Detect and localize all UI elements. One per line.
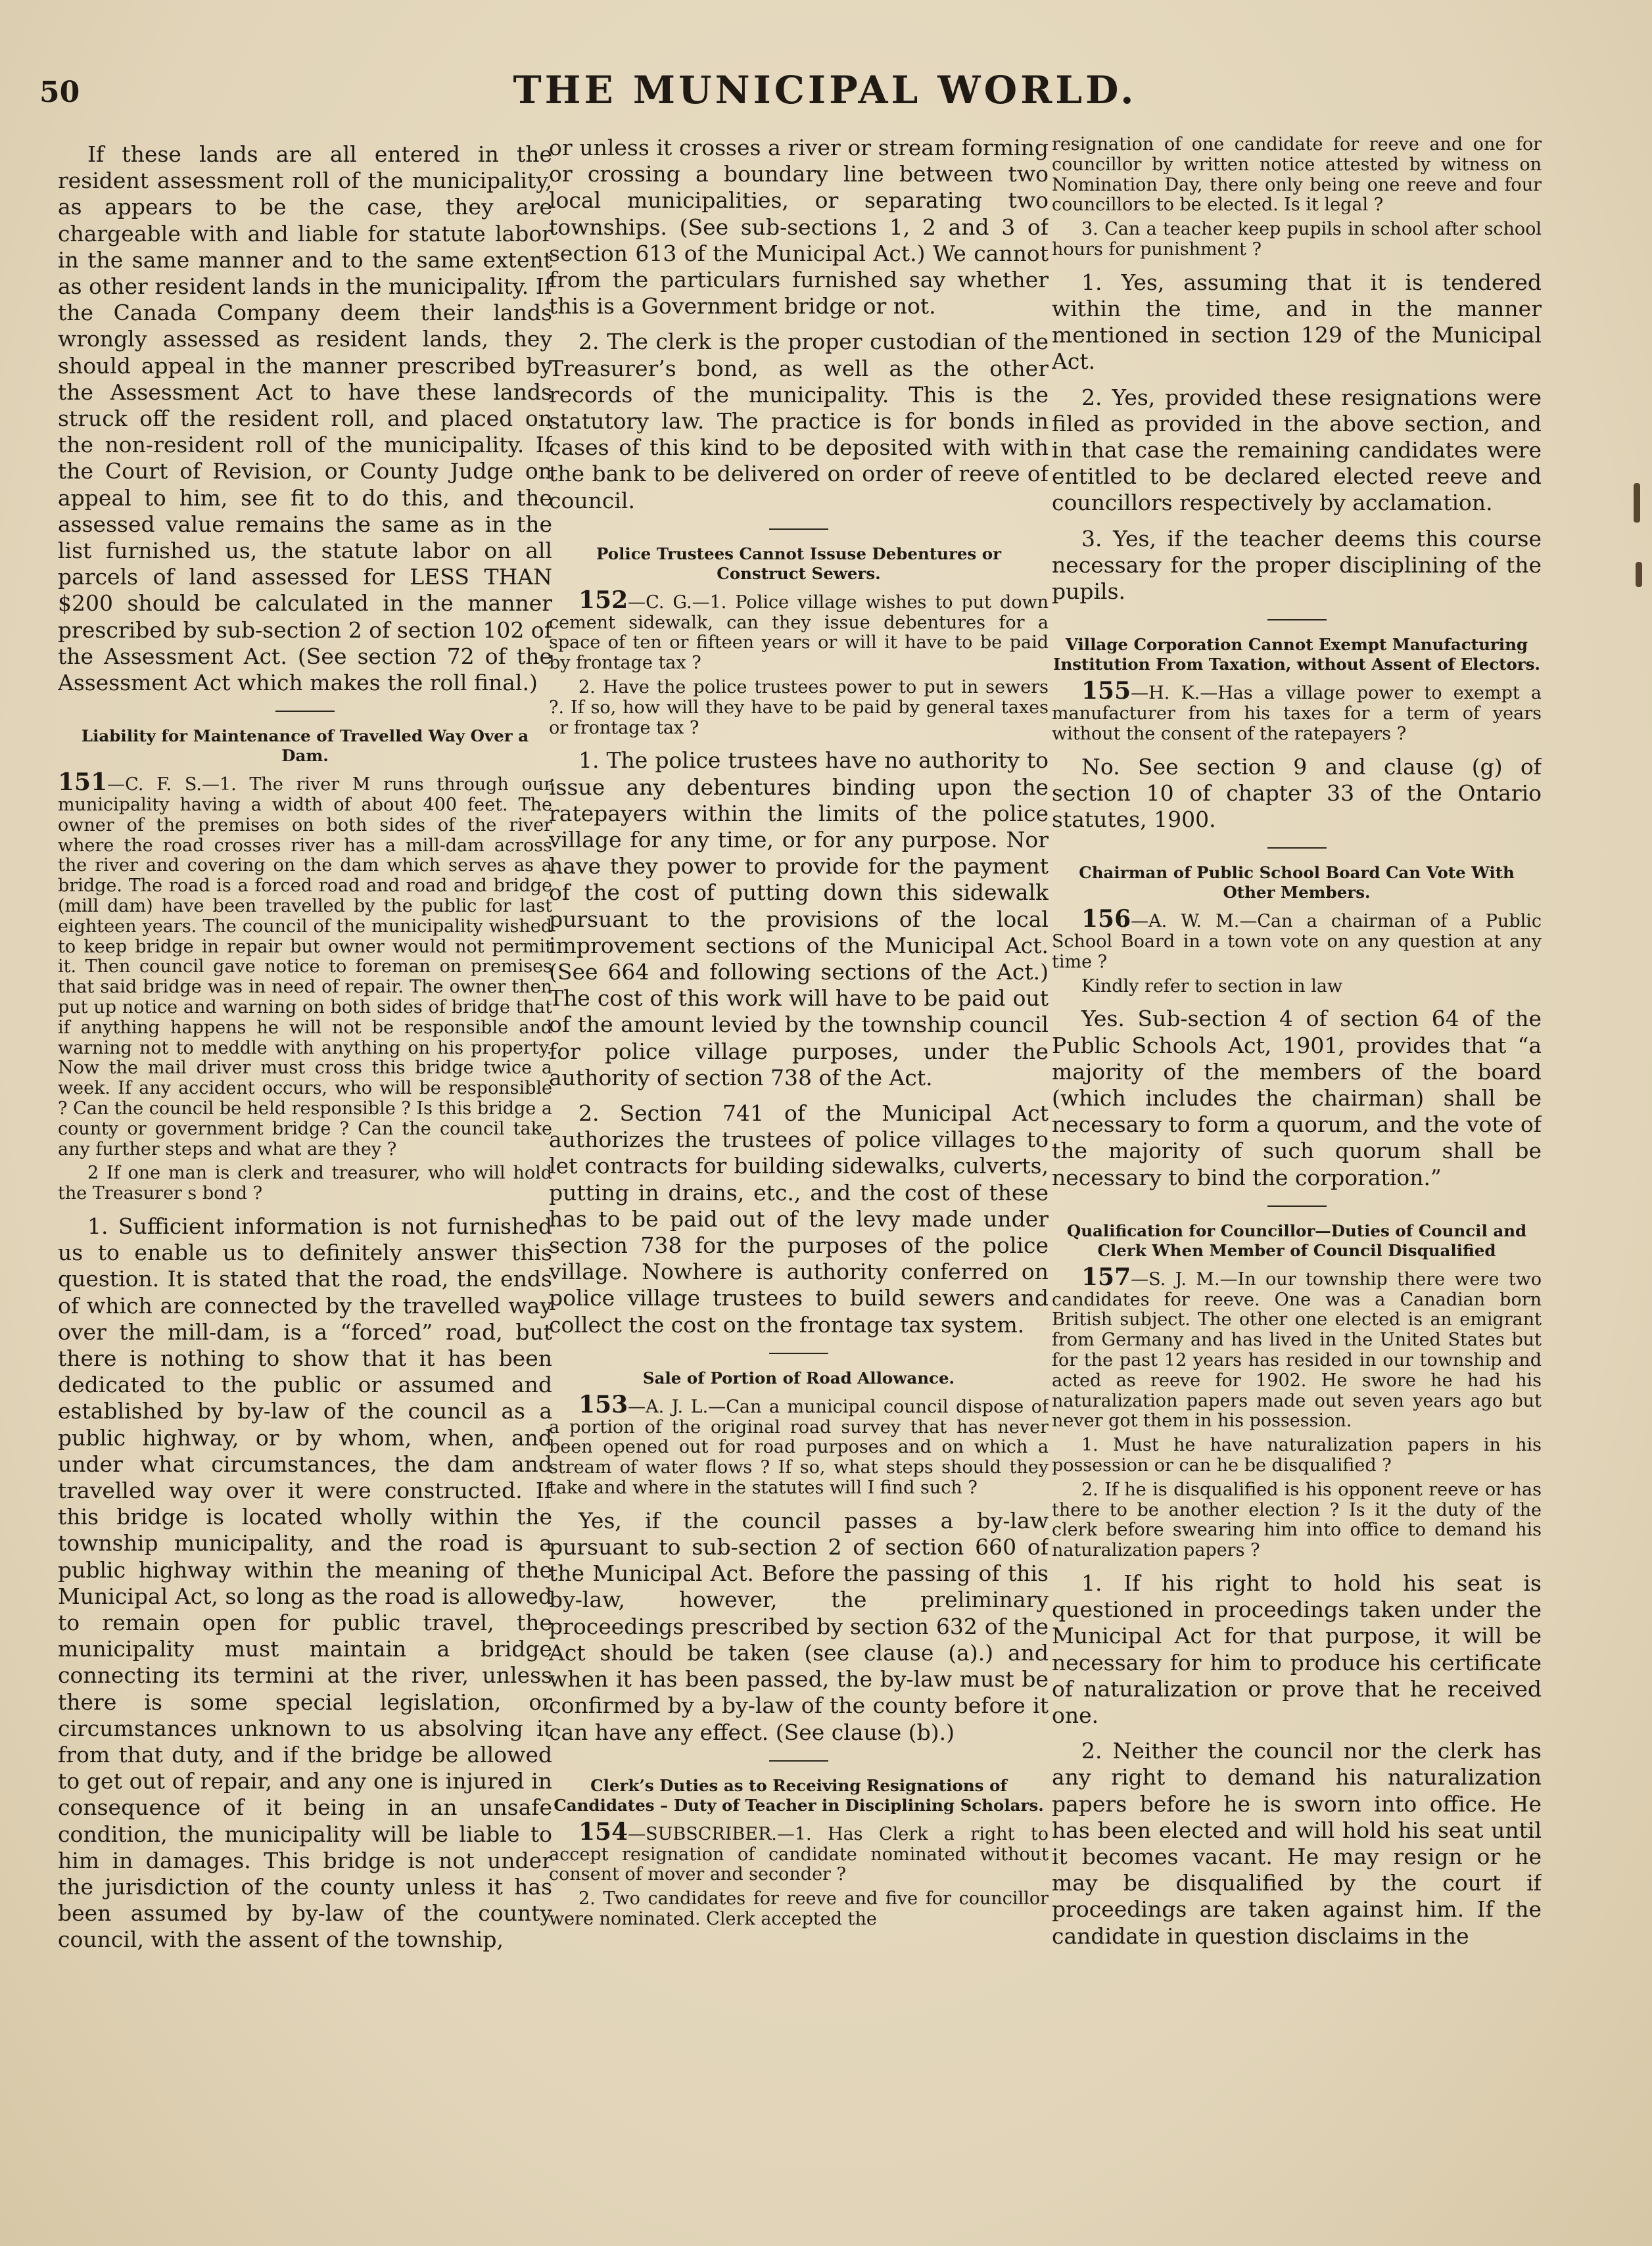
question-text: 1. Must he have naturalization papers in his possession or can he be disqualified ?	[1052, 1435, 1542, 1476]
question-heading: Village Corporation Cannot Exempt Manufacturing Institution From Taxation, without Assent of Electors.	[1052, 635, 1541, 674]
answer-text: 2. Neither the council nor the clerk has any right to demand his naturalization papers before he is sworn into office. He has been elected and will hold his seat until it becomes vacant. He may resign or he may be disqualified by the court if proceedings are taken against him. If the candidate in question disclaims in the	[1052, 1738, 1542, 1949]
margin-ink-mark	[1634, 483, 1640, 523]
question-text: 2. If he is disqualified is his opponent reeve or has there to be another election ? Is it the duty of the clerk before swearing him into office to demand his naturalization papers ?	[1052, 1479, 1542, 1561]
answer-text: No. See section 9 and clause (g) of section 10 of chapter 33 of the Ontario statutes, 1900.	[1052, 753, 1542, 833]
paragraph: or unless it crosses a river or stream forming or crossing a boundary line between two local municipalities, or separating two townships. (See sub-sections 1, 2 and 3 of section 613 of the Municipal Act.) We cannot from the particulars furnished say whether this is a Government bridge or not.	[549, 135, 1049, 319]
section-rule	[769, 528, 828, 530]
question-body: —A. W. M.—Can a chairman of a Public School Board in a town vote on any question at any time ?	[1052, 911, 1542, 972]
answer-text: 2. The clerk is the proper custodian of the Treasurer’s bond, as well as the other records of the municipality. This is the statutory law. The practice is for bonds in cases of this kind to be deposited with with the bank to be delivered on order of reeve of council.	[549, 329, 1049, 513]
question-text: 2. Have the police trustees power to put in sewers ?. If so, how will they have to be paid by general taxes or frontage tax ?	[549, 677, 1049, 738]
question-text	[1052, 677, 1542, 744]
question-body: —H. K.—Has a village power to exempt a manufacturer from his taxes for a term of years without the consent of the ratepayers ?	[1052, 683, 1542, 744]
question-heading: Sale of Portion of Road Allowance.	[642, 1368, 955, 1388]
question-number: 157	[1081, 1263, 1131, 1291]
question-text	[58, 768, 552, 1159]
answer-text: Yes, if the council passes a by-law pursuant to sub-section 2 of section 660 of the Municipal Act. Before the passing of this by-law, however, the preliminary proceedings prescribed by section 632 of the Act should be taken (see clause (a).) and when it has been passed, the by-law must be confirmed by a by-law of the county before it can have any effect. (See clause (b).)	[549, 1507, 1049, 1745]
page-header	[39, 62, 1611, 115]
question-text	[1052, 905, 1542, 972]
question-text	[549, 1390, 1049, 1499]
question-heading: Police Trustees Cannot Issuse Debentures or Construct Sewers.	[596, 544, 1002, 583]
question-number: 155	[1081, 677, 1131, 705]
question-body: —A. J. L.—Can a municipal council dispose of a portion of the original road survey that has never been opened out for road purposes and on which a stream of water flows ? If so, what steps should they take and where in the statutes will I find such ?	[549, 1396, 1049, 1499]
question-heading: Clerk’s Duties as to Receiving Resignations of Candidates – Duty of Teacher in Disciplining Scholars.	[554, 1775, 1044, 1815]
answer-text: 2. Yes, provided these resignations were filed as provided in the above section, and in that case the remaining candidates were entitled to be declared elected reeve and councillors respectively by acclamation.	[1052, 384, 1542, 516]
question-number: 151	[58, 768, 108, 797]
answer-text: Yes. Sub-section 4 of section 64 of the Public Schools Act, 1901, provides that “a majority of the members of the board (which includes the chairman) shall be necessary to form a quorum, and the vote of the majority of such quorum shall be necessary to bind the corporation.”	[1052, 1006, 1542, 1190]
section-rule	[1267, 1205, 1327, 1207]
column-3	[1052, 135, 1542, 2205]
answer-text: 1. Yes, assuming that it is tendered within the time, and in the manner mentioned in section 129 of the Municipal Act.	[1052, 269, 1542, 375]
answer-text: 1. The police trustees have no authority to issue any debentures binding upon the ratepayers within the limits of the police village for any time, or for any purpose. Nor have they power to provide for the payment of the cost of putting down this sidewalk pursuant to the provisions of the local improvement sections of the Municipal Act. (See 664 and following sections of the Act.) The cost of this work will have to be paid out of the amount levied by the township council for police village purposes, under the authority of section 738 of the Act.	[549, 747, 1049, 1090]
question-number: 154	[578, 1817, 628, 1846]
question-text	[549, 586, 1049, 674]
answer-text: 1. Sufficient information is not furnished us to enable us to definitely answer this question. It is stated that the road, the ends of which are connected by the travelled way over the mill-dam, is a “forced” road, but there is nothing to show that it has been dedicated to the public or assumed and established by by-law of the council as a public highway, or by whom, when, and under what circumstances, the dam and travelled way over it were constructed. If this bridge is located wholly within the township municipality, and the road is a public highway within the meaning of the Municipal Act, so long as the road is allowed to remain open for public travel, the municipality must maintain a bridge connecting its termini at the river, unless there is some special legislation, or circumstances unknown to us absolving it from that duty, and if the bridge be allowed to get out of repair, and any one is injured in consequence of it being in an unsafe condition, the municipality will be liable to him in damages. This bridge is not under the jurisdiction of the county unless it has been assumed by by-law of the county council, with the assent of the township,	[58, 1213, 552, 1953]
answer-text: 2. Section 741 of the Municipal Act authorizes the trustees of police villages to let contracts for building sidewalks, culverts, putting in drains, etc., and the cost of these has to be paid out of the levy made under section 738 for the purposes of the police village. Nowhere is authority conferred on police village trustees to build sewers and collect the cost on the frontage tax system.	[549, 1100, 1049, 1338]
section-rule	[1267, 619, 1327, 620]
answer-text: 3. Yes, if the teacher deems this course necessary for the proper disciplining of the pupils.	[1052, 525, 1542, 605]
question-body: —S. J. M.—In our township there were two candidates for reeve. One was a Canadian born British subject. The other one elected is an emigrant from Germany and has lived in the United States but for the past 12 years has resided in our township and acted as reeve for 1902. He swore he had his naturalization papers made out seven years ago but never got them in his possession.	[1052, 1269, 1542, 1432]
question-body: —SUBSCRIBER.—1. Has Clerk a right to accept resignation of candidate nominated without consent of mover and seconder ?	[549, 1823, 1049, 1885]
question-text: 3. Can a teacher keep pupils in school after school hours for punishment ?	[1052, 219, 1542, 260]
question-body: —C. F. S.—1. The river M runs through our municipality having a width of about 400 feet. The owner of the premises on both sides of the river where the road crosses river has a mill-dam across the river and covering on the dam which serves as a bridge. The road is a forced road and road and bridge (mill dam) have been travelled by the public for last eighteen years. The council of the municipality wished to keep bridge in repair but owner would not permit it. Then council gave notice to foreman on premises that said bridge was in need of repair. The owner then put up notice and warning on both sides of bridge that if anything happens he will not be responsible and warning not to meddle with anything on his property. Now the mail driver must cross this bridge twice a week. If any accident occurs, who will be responsible ? Can the council be held responsible ? Is this bridge a county or government bridge ? Can the council take any further steps and what are they ?	[58, 774, 552, 1159]
section-rule	[769, 1353, 828, 1354]
question-text: 2. Two candidates for reeve and five for councillor were nominated. Clerk accepted the	[549, 1888, 1049, 1929]
masthead-title: THE MUNICIPAL WORLD.	[513, 68, 1137, 112]
section-rule	[1267, 847, 1327, 849]
column-1	[58, 141, 552, 2212]
question-text: Kindly refer to section in law	[1081, 975, 1343, 996]
answer-text: 1. If his right to hold his seat is questioned in proceedings taken under the Municipal Act for that purpose, it will be necessary for him to produce his certificate of naturalization or prove that he received one.	[1052, 1570, 1542, 1728]
question-number: 152	[578, 586, 628, 614]
question-body: —C. G.—1. Police village wishes to put down cement sidewalk, can they issue debentures for a space of ten or fifteen years or will it have to be paid by frontage tax ?	[549, 592, 1049, 674]
question-heading: Qualification for Councillor—Duties of Council and Clerk When Member of Council Disqualified	[1066, 1221, 1527, 1260]
question-heading: Liability for Maintenance of Travelled Way Over a Dam.	[81, 726, 529, 766]
question-text: 2 If one man is clerk and treasurer, who will hold the Treasurer s bond ?	[58, 1163, 552, 1204]
question-text	[549, 1817, 1049, 1885]
question-heading: Chairman of Public School Board Can Vote With Other Members.	[1079, 863, 1515, 902]
paragraph: If these lands are all entered in the resident assessment roll of the municipality, as appears to be the case, they are chargeable with and liable for statute labor in the same manner and to the same extent as other resident lands in the municipality. If the Canada Company deem their lands wrongly assessed as resident lands, they should appeal in the manner prescribed by the Assessment Act to have these lands struck off the resident roll, and placed on the non-resident roll of the municipality. If the Court of Revision, or County Judge on appeal to him, see fit to do this, and the assessed value remains the same as in the list furnished us, the statute labor on all parcels of land assessed for LESS THAN $200 should be calculated in the manner prescribed by sub-section 2 of section 102 of the Assessment Act. (See section 72 of the Assessment Act which makes the roll final.)	[58, 141, 552, 696]
question-number: 156	[1081, 905, 1131, 933]
question-number: 153	[578, 1390, 628, 1418]
margin-ink-mark	[1636, 562, 1642, 587]
column-2	[549, 135, 1049, 2205]
section-rule	[275, 711, 335, 712]
question-text: resignation of one candidate for reeve and one for councillor by written notice attested by witness on Nomination Day, there only being one reeve and four councillors to be elected. Is it legal ?	[1052, 135, 1542, 216]
question-text	[1052, 1263, 1542, 1432]
page-number: 50	[39, 76, 80, 109]
section-rule	[769, 1760, 828, 1762]
